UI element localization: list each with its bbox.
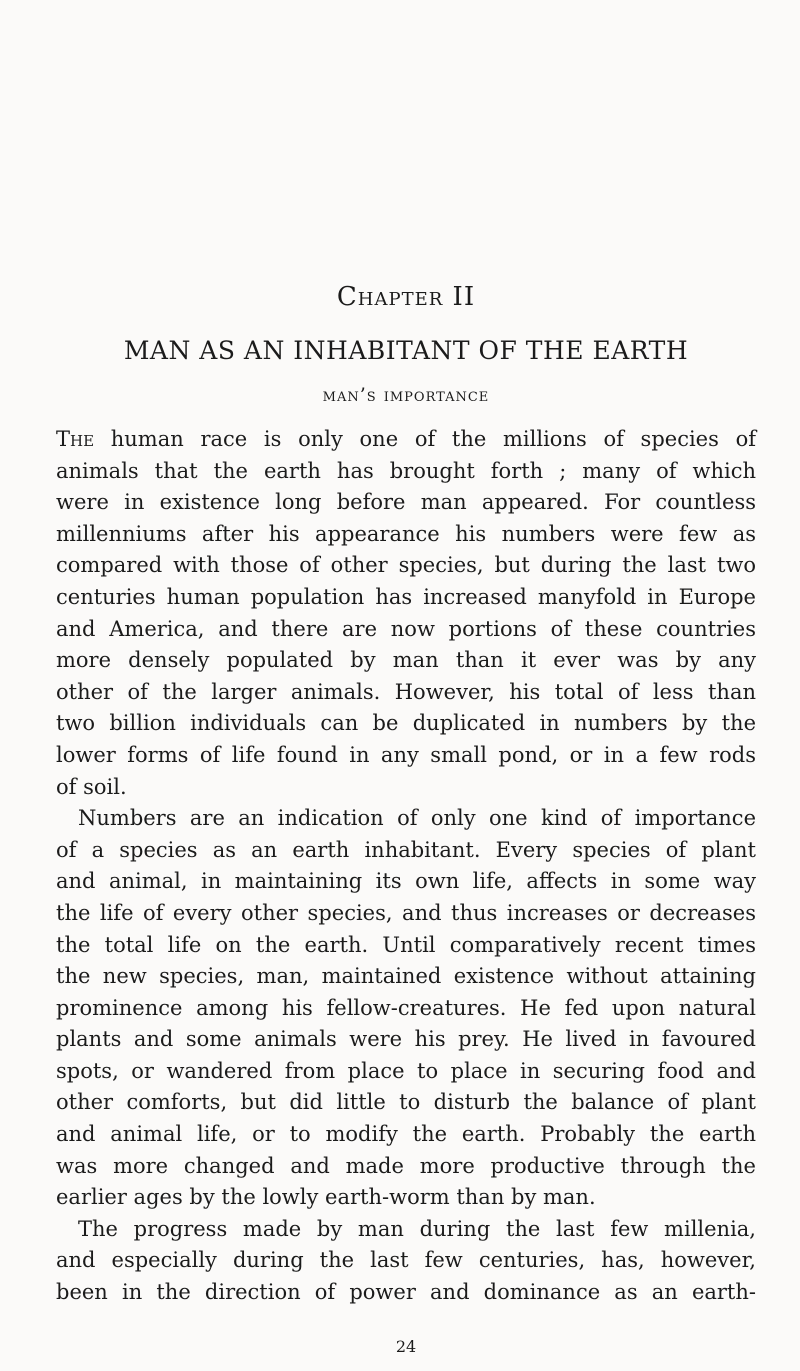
paragraph-2 bbox=[56, 803, 756, 1214]
paragraph-line: millenniums after his appearance his numbers were few as bbox=[56, 521, 756, 546]
paragraph-line: The progress made by man during the last few millenia, bbox=[78, 1216, 756, 1241]
paragraph-line: and animal, in maintaining its own life, affects in some way bbox=[56, 869, 756, 894]
paragraph-line: more densely populated by man than it ever was by any bbox=[56, 648, 756, 673]
paragraph-line: earlier ages by the lowly earth-worm than by man. bbox=[56, 1185, 596, 1210]
paragraph-line: the new species, man, maintained existence without attaining bbox=[56, 964, 756, 989]
paragraph-line: other of the larger animals. However, his total of less than bbox=[56, 679, 756, 704]
paragraph-line: plants and some animals were his prey. He lived in favoured bbox=[56, 1027, 756, 1052]
paragraph-line: of a species as an earth inhabitant. Every species of plant bbox=[56, 837, 756, 862]
paragraph-line: animals that the earth has brought forth ; many of which bbox=[56, 458, 756, 483]
paragraph-line: spots, or wandered from place to place in securing food and bbox=[56, 1058, 756, 1083]
paragraph-3 bbox=[56, 1214, 756, 1309]
paragraph-line: of soil. bbox=[56, 774, 127, 799]
paragraph-line: prominence among his fellow-creatures. He fed upon natural bbox=[56, 995, 756, 1020]
paragraph-1 bbox=[56, 424, 756, 803]
book-page bbox=[56, 0, 756, 1371]
paragraph-line: Numbers are an indication of only one kind of importance bbox=[78, 806, 756, 831]
paragraph-line: two billion individuals can be duplicated in numbers by the bbox=[56, 711, 756, 736]
paragraph-line: the life of every other species, and thus increases or decreases bbox=[56, 900, 756, 925]
paragraph-line: lower forms of life found in any small pond, or in a few rods bbox=[56, 742, 756, 767]
lead-word: The bbox=[56, 427, 95, 451]
paragraph-line: were in existence long before man appeared. For countless bbox=[56, 490, 756, 515]
chapter-title: MAN AS AN INHABITANT OF THE EARTH bbox=[123, 336, 689, 365]
paragraph-line: was more changed and made more productive through the bbox=[56, 1153, 756, 1178]
paragraph-line: centuries human population has increased manyfold in Europe bbox=[56, 584, 756, 609]
paragraph-line: other comforts, but did little to disturb the balance of plant bbox=[56, 1090, 756, 1115]
paragraph-line: and animal life, or to modify the earth. Probably the earth bbox=[56, 1122, 756, 1147]
paragraph-line: and especially during the last few centuries, has, however, bbox=[56, 1248, 756, 1273]
paragraph-line: The human race is only one of the millions of species of bbox=[56, 427, 756, 451]
paragraph-line: compared with those of other species, but during the last two bbox=[56, 553, 756, 578]
paragraph-line: the total life on the earth. Until comparatively recent times bbox=[56, 932, 756, 957]
section-heading: man’s importance bbox=[322, 384, 490, 406]
chapter-label: Chapter II bbox=[336, 282, 476, 312]
page-number: 24 bbox=[395, 1337, 417, 1356]
body-text bbox=[56, 424, 756, 1309]
paragraph-line: and America, and there are now portions of these countries bbox=[56, 616, 756, 641]
paragraph-line: been in the direction of power and dominance as an earth- bbox=[56, 1280, 756, 1305]
